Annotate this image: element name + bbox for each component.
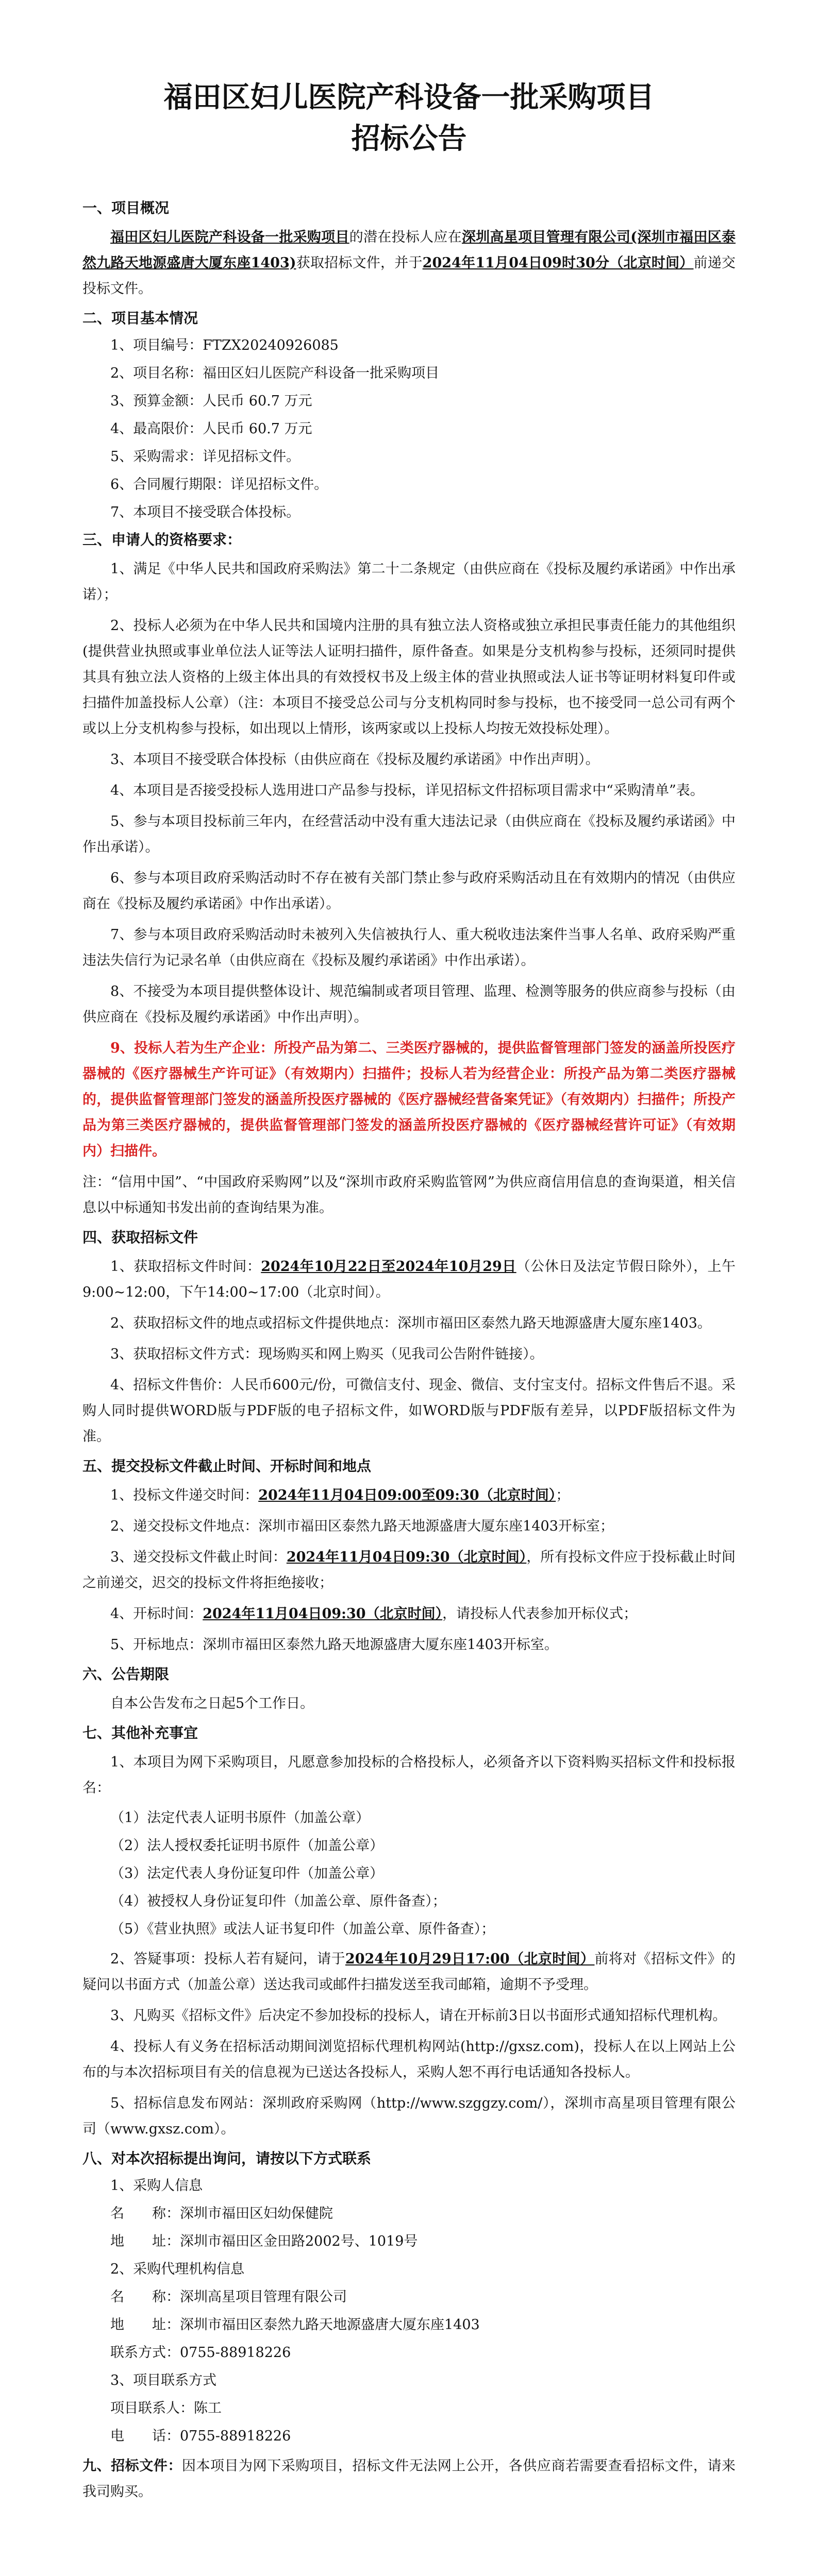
section-period-heading: 六、公告期限 <box>82 1666 170 1683</box>
spacer <box>82 160 736 193</box>
section-tender-docs-heading: 九、招标文件： <box>82 2458 182 2474</box>
qualification-item: 4、本项目是否接受投标人选用进口产品参与投标，详见招标文件招标项目需求中“采购清单”表。 <box>110 783 704 799</box>
period-text: 自本公告发布之日起5个工作日。 <box>110 1696 314 1711</box>
contact-line: 名 称：深圳高星项目管理有限公司 <box>110 2289 347 2305</box>
other-item: 1、本项目为网下采购项目，凡愿意参加投标的合格投标人，必须备齐以下资料购买招标文件和投标报名： <box>82 1754 736 1796</box>
submission-text: ，请投标人代表参加开标仪式； <box>442 1606 638 1622</box>
obtain-docs-item: 4、招标文件售价：人民币600元/份，可微信支付、现金、微信、支付宝支付。招标文件售后不退。采购人同时提供WORD版与PDF版的电子招标文件，如WORD版与PDF版有差异，以PDF版招标文件为准。 <box>82 1377 736 1445</box>
basic-info-item: 2、项目名称：福田区妇儿医院产科设备一批采购项目 <box>110 365 440 381</box>
submission-item: 2、递交投标文件地点：深圳市福田区泰然九路天地源盛唐大厦东座1403开标室； <box>110 1518 614 1534</box>
required-doc-item: （3）法定代表人身份证复印件（加盖公章） <box>110 1866 384 1882</box>
contact-line: 联系方式：0755-88918226 <box>110 2345 291 2361</box>
qualification-note: 注：“信用中国”、“中国政府采购网”以及“深圳市政府采购监管网”为供应商信用信息的查询渠道，相关信息以中标通知书发出前的查询结果为准。 <box>82 1174 736 1216</box>
basic-info-item: 5、采购需求：详见招标文件。 <box>110 449 301 465</box>
opening-time: 2024年11月04日09:30（北京时间） <box>203 1606 443 1622</box>
other-item: 5、招标信息发布网站：深圳政府采购网（http://www.szggzy.com/），深圳市高星项目管理有限公司（www.gxsz.com）。 <box>82 2095 736 2137</box>
obtain-docs-text: （公休日及法定节假日除外），上午9:00~12:00，下午14:00~17:00（北京时间）。 <box>82 1259 736 1300</box>
submission-item <box>82 1601 736 1627</box>
question-deadline: 2024年10月29日17:00（北京时间） <box>345 1951 595 1967</box>
submission-item <box>82 1483 736 1509</box>
qualification-item: 1、满足《中华人民共和国政府采购法》第二十二条规定（由供应商在《投标及履约承诺函》中作出承诺）； <box>82 561 736 603</box>
qualification-item: 7、参与本项目政府采购活动时未被列入失信被执行人、重大税收违法案件当事人名单、政府采购严重违法失信行为记录名单（由供应商在《投标及履约承诺函》中作出承诺）。 <box>82 927 736 969</box>
other-item <box>82 1946 736 1998</box>
contact-line: 名 称：深圳市福田区妇幼保健院 <box>110 2206 333 2222</box>
required-doc-item: （2）法人授权委托证明书原件（加盖公章） <box>110 1838 384 1854</box>
contact-line: 2、采购代理机构信息 <box>110 2261 245 2277</box>
submission-text: ； <box>556 1487 570 1503</box>
qualification-item: 3、本项目不接受联合体投标（由供应商在《投标及履约承诺函》中作出声明）。 <box>110 752 599 768</box>
qualification-item-medical-device: 9、投标人若为生产企业：所投产品为第二、三类医疗器械的，提供监督管理部门签发的涵盖所投医疗器械的《医疗器械生产许可证》（有效期内）扫描件；投标人若为经营企业：所投产品为第二类医疗器械的，提供监督管理部门签发的涵盖所投医疗器械的《医疗器械经营备案凭证》（有效期内）扫描件；所投产品为第三类医疗器械的，提供监督管理部门签发的涵盖所投医疗器械的《医疗器械经营许可证》（有效期内）扫描件。 <box>82 1040 736 1159</box>
required-doc-item: （1）法定代表人证明书原件（加盖公章） <box>110 1810 370 1826</box>
submission-text: ，所有投标文件应于投标截止时间之前递交，迟交的投标文件将拒绝接收； <box>82 1549 736 1591</box>
spacer <box>82 2510 736 2572</box>
submission-text: 4、开标时间： <box>110 1606 203 1622</box>
obtain-docs-item <box>82 1254 736 1306</box>
project-name-highlight: 福田区妇儿医院产科设备一批采购项目 <box>110 229 349 245</box>
overview-paragraph <box>82 225 736 302</box>
other-text: 2、答疑事项：投标人若有疑问，请于 <box>110 1951 345 1967</box>
submission-text: 3、递交投标文件截止时间： <box>110 1549 287 1565</box>
section-overview-heading: 一、项目概况 <box>82 199 170 216</box>
tender-docs-text: 因本项目为网下采购项目，招标文件无法网上公开，各供应商若需要查看招标文件，请来我司购买。 <box>82 2458 736 2500</box>
page-subtitle: 招标公告 <box>351 122 467 156</box>
obtain-docs-text: 1、获取招标文件时间： <box>110 1259 261 1275</box>
basic-info-item: 1、项目编号：FTZX20240926085 <box>110 337 339 353</box>
basic-info-item: 4、最高限价：人民币 60.7 万元 <box>110 421 312 437</box>
section-other-heading: 七、其他补充事宜 <box>82 1724 198 1741</box>
basic-info-item: 6、合同履行期限：详见招标文件。 <box>110 477 328 493</box>
overview-text: 的潜在投标人应在 <box>349 229 462 245</box>
qualification-item: 8、不接受为本项目提供整体设计、规范编制或者项目管理、监理、检测等服务的供应商参与投标（由供应商在《投标及履约承诺函》中作出声明）。 <box>82 984 736 1025</box>
qualification-item: 5、参与本项目投标前三年内，在经营活动中没有重大违法记录（由供应商在《投标及履约承诺函》中作出承诺）。 <box>82 814 736 855</box>
overview-text: 获取招标文件，并于 <box>296 255 423 271</box>
submission-item <box>82 1545 736 1596</box>
contact-line: 地 址：深圳市福田区金田路2002号、1019号 <box>110 2233 418 2249</box>
qualification-item: 2、投标人必须为在中华人民共和国境内注册的具有独立法人资格或独立承担民事责任能力的其他组织(提供营业执照或事业单位法人证等法人证明扫描件，原件备查。如果是分支机构参与投标，还须同时提供其具有独立法人资格的上级主体出具的有效授权书及上级主体的营业执照或法人证书等证明材料复印件或扫描件加盖投标人公章）（注：本项目不接受总公司与分支机构同时参与投标，也不接受同一总公司有两个或以上分支机构参与投标，如出现以上情形，该两家或以上投标人均按无效投标处理）。 <box>82 618 736 737</box>
other-item: 4、投标人有义务在招标活动期间浏览招标代理机构网站(http://gxsz.com)，投标人在以上网站上公布的与本次招标项目有关的信息视为已送达各投标人，采购人恕不再行电话通知各投标人。 <box>82 2039 736 2080</box>
other-item: 3、凡购买《招标文件》后决定不参加投标的投标人，请在开标前3日以书面形式通知招标代理机构。 <box>110 2008 727 2024</box>
contact-line: 1、采购人信息 <box>110 2178 203 2194</box>
qualification-item: 6、参与本项目政府采购活动时不存在被有关部门禁止参与政府采购活动且在有效期内的情况（由供应商在《投标及履约承诺函》中作出承诺）。 <box>82 870 736 912</box>
section-basic-info-heading: 二、项目基本情况 <box>82 310 198 327</box>
signature-company <box>82 2572 736 2576</box>
submission-deadline: 2024年11月04日09:30（北京时间） <box>286 1549 527 1565</box>
section-qualification-heading: 三、申请人的资格要求： <box>82 531 242 548</box>
basic-info-item: 7、本项目不接受联合体投标。 <box>110 504 301 520</box>
page-title: 福田区妇儿医院产科设备一批采购项目 <box>163 81 655 114</box>
section-submission-heading: 五、提交投标文件截止时间、开标时间和地点 <box>82 1458 372 1475</box>
contact-line: 电 话：0755-88918226 <box>110 2428 291 2444</box>
submission-time: 2024年11月04日09:00至09:30（北京时间） <box>258 1487 556 1503</box>
submission-item: 5、开标地点：深圳市福田区泰然九路天地源盛唐大厦东座1403开标室。 <box>110 1637 558 1653</box>
obtain-docs-item: 3、获取招标文件方式：现场购买和网上购买（见我司公告附件链接）。 <box>110 1346 544 1362</box>
other-text: 前将对《招标文件》的疑问以书面方式（加盖公章）送达我司或邮件扫描发送至我司邮箱，逾期不予受理。 <box>82 1951 736 1993</box>
obtain-docs-period: 2024年10月22日至2024年10月29日 <box>261 1259 516 1275</box>
tender-docs-paragraph <box>82 2453 736 2505</box>
section-obtain-docs-heading: 四、获取招标文件 <box>82 1229 198 1246</box>
section-contact-heading: 八、对本次招标提出询问，请按以下方式联系 <box>82 2150 372 2167</box>
contact-line: 地 址：深圳市福田区泰然九路天地源盛唐大厦东座1403 <box>110 2317 480 2333</box>
obtain-docs-item: 2、获取招标文件的地点或招标文件提供地点：深圳市福田区泰然九路天地源盛唐大厦东座1403。 <box>110 1315 711 1331</box>
required-doc-item: （5）《营业执照》或法人证书复印件（加盖公章、原件备查）； <box>110 1921 495 1937</box>
submission-text: 1、投标文件递交时间： <box>110 1487 259 1503</box>
required-doc-item: （4）被授权人身份证复印件（加盖公章、原件备查）； <box>110 1893 446 1909</box>
contact-line: 3、项目联系方式 <box>110 2372 217 2388</box>
agency-highlight: 深圳高星项目管理有限公司(深圳市福田区泰然九路天地源盛唐大厦东座1403) <box>82 229 736 271</box>
deadline-highlight: 2024年11月04日09时30分（北京时间） <box>422 255 694 271</box>
contact-line: 项目联系人：陈工 <box>110 2400 222 2416</box>
basic-info-item: 3、预算金额：人民币 60.7 万元 <box>110 393 312 409</box>
overview-text: 前递交投标文件。 <box>82 255 736 297</box>
